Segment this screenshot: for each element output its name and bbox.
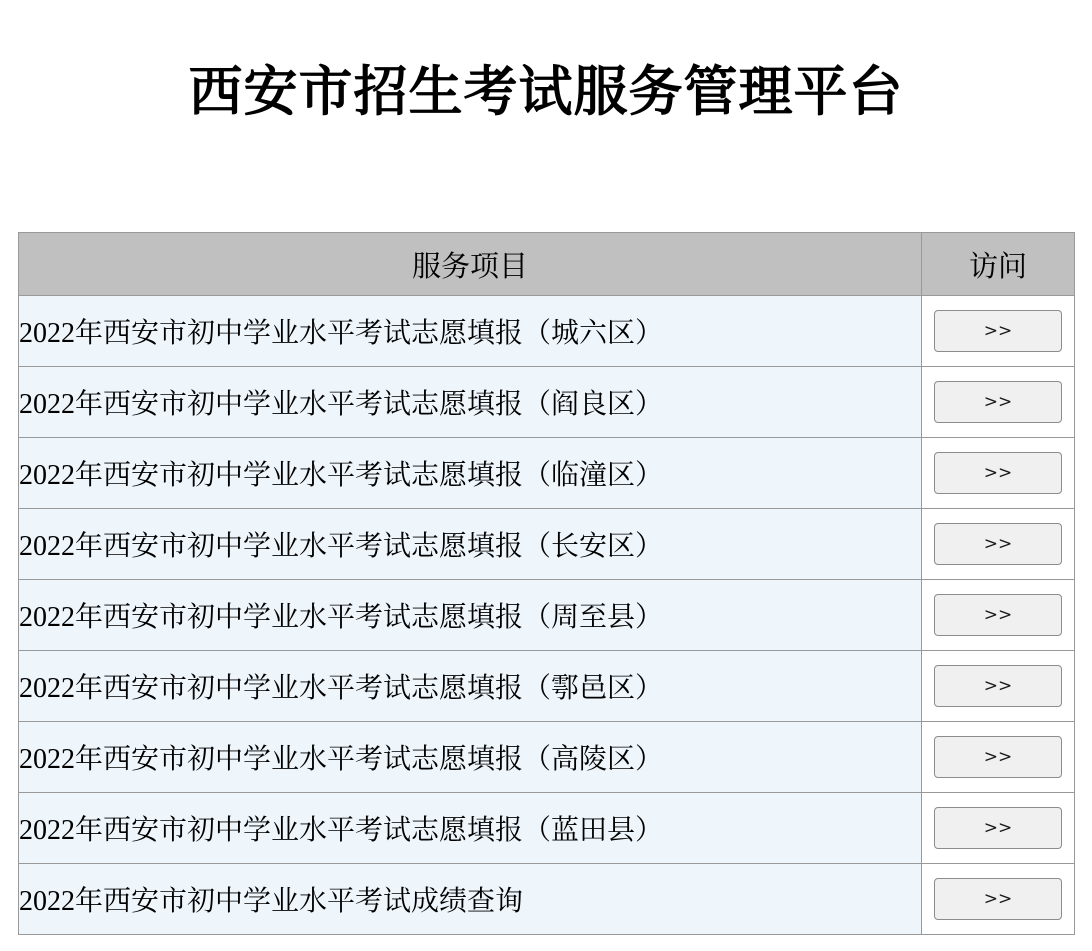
service-name-cell: 2022年西安市初中学业水平考试志愿填报（临潼区） bbox=[19, 438, 922, 509]
visit-cell bbox=[922, 509, 1075, 580]
visit-button[interactable]: >> bbox=[934, 381, 1062, 423]
table-row bbox=[19, 438, 1075, 509]
table-row bbox=[19, 864, 1075, 935]
visit-button[interactable]: >> bbox=[934, 665, 1062, 707]
service-name-cell: 2022年西安市初中学业水平考试志愿填报（城六区） bbox=[19, 296, 922, 367]
table-row bbox=[19, 367, 1075, 438]
visit-cell bbox=[922, 722, 1075, 793]
visit-cell bbox=[922, 580, 1075, 651]
visit-button[interactable]: >> bbox=[934, 523, 1062, 565]
service-name-cell: 2022年西安市初中学业水平考试成绩查询 bbox=[19, 864, 922, 935]
visit-cell bbox=[922, 438, 1075, 509]
service-name-cell: 2022年西安市初中学业水平考试志愿填报（阎良区） bbox=[19, 367, 922, 438]
service-name-cell: 2022年西安市初中学业水平考试志愿填报（高陵区） bbox=[19, 722, 922, 793]
visit-cell bbox=[922, 367, 1075, 438]
page-root bbox=[0, 36, 1092, 951]
column-header-service: 服务项目 bbox=[19, 233, 922, 296]
visit-cell bbox=[922, 793, 1075, 864]
table-row bbox=[19, 509, 1075, 580]
service-table bbox=[18, 232, 1075, 935]
service-name-cell: 2022年西安市初中学业水平考试志愿填报（蓝田县） bbox=[19, 793, 922, 864]
table-row bbox=[19, 651, 1075, 722]
visit-cell bbox=[922, 651, 1075, 722]
table-header-row bbox=[19, 233, 1075, 296]
table-row bbox=[19, 296, 1075, 367]
table-body bbox=[19, 296, 1075, 935]
visit-button[interactable]: >> bbox=[934, 594, 1062, 636]
table-header bbox=[19, 233, 1075, 296]
service-table-container bbox=[18, 232, 1074, 935]
page-title: 西安市招生考试服务管理平台 bbox=[188, 60, 904, 124]
visit-cell bbox=[922, 864, 1075, 935]
service-name-cell: 2022年西安市初中学业水平考试志愿填报（鄠邑区） bbox=[19, 651, 922, 722]
table-row bbox=[19, 793, 1075, 864]
visit-button[interactable]: >> bbox=[934, 807, 1062, 849]
service-name-cell: 2022年西安市初中学业水平考试志愿填报（周至县） bbox=[19, 580, 922, 651]
visit-button[interactable]: >> bbox=[934, 878, 1062, 920]
visit-button[interactable]: >> bbox=[934, 310, 1062, 352]
table-row bbox=[19, 580, 1075, 651]
column-header-visit: 访问 bbox=[922, 233, 1075, 296]
visit-cell bbox=[922, 296, 1075, 367]
visit-button[interactable]: >> bbox=[934, 452, 1062, 494]
visit-button[interactable]: >> bbox=[934, 736, 1062, 778]
service-name-cell: 2022年西安市初中学业水平考试志愿填报（长安区） bbox=[19, 509, 922, 580]
table-row bbox=[19, 722, 1075, 793]
